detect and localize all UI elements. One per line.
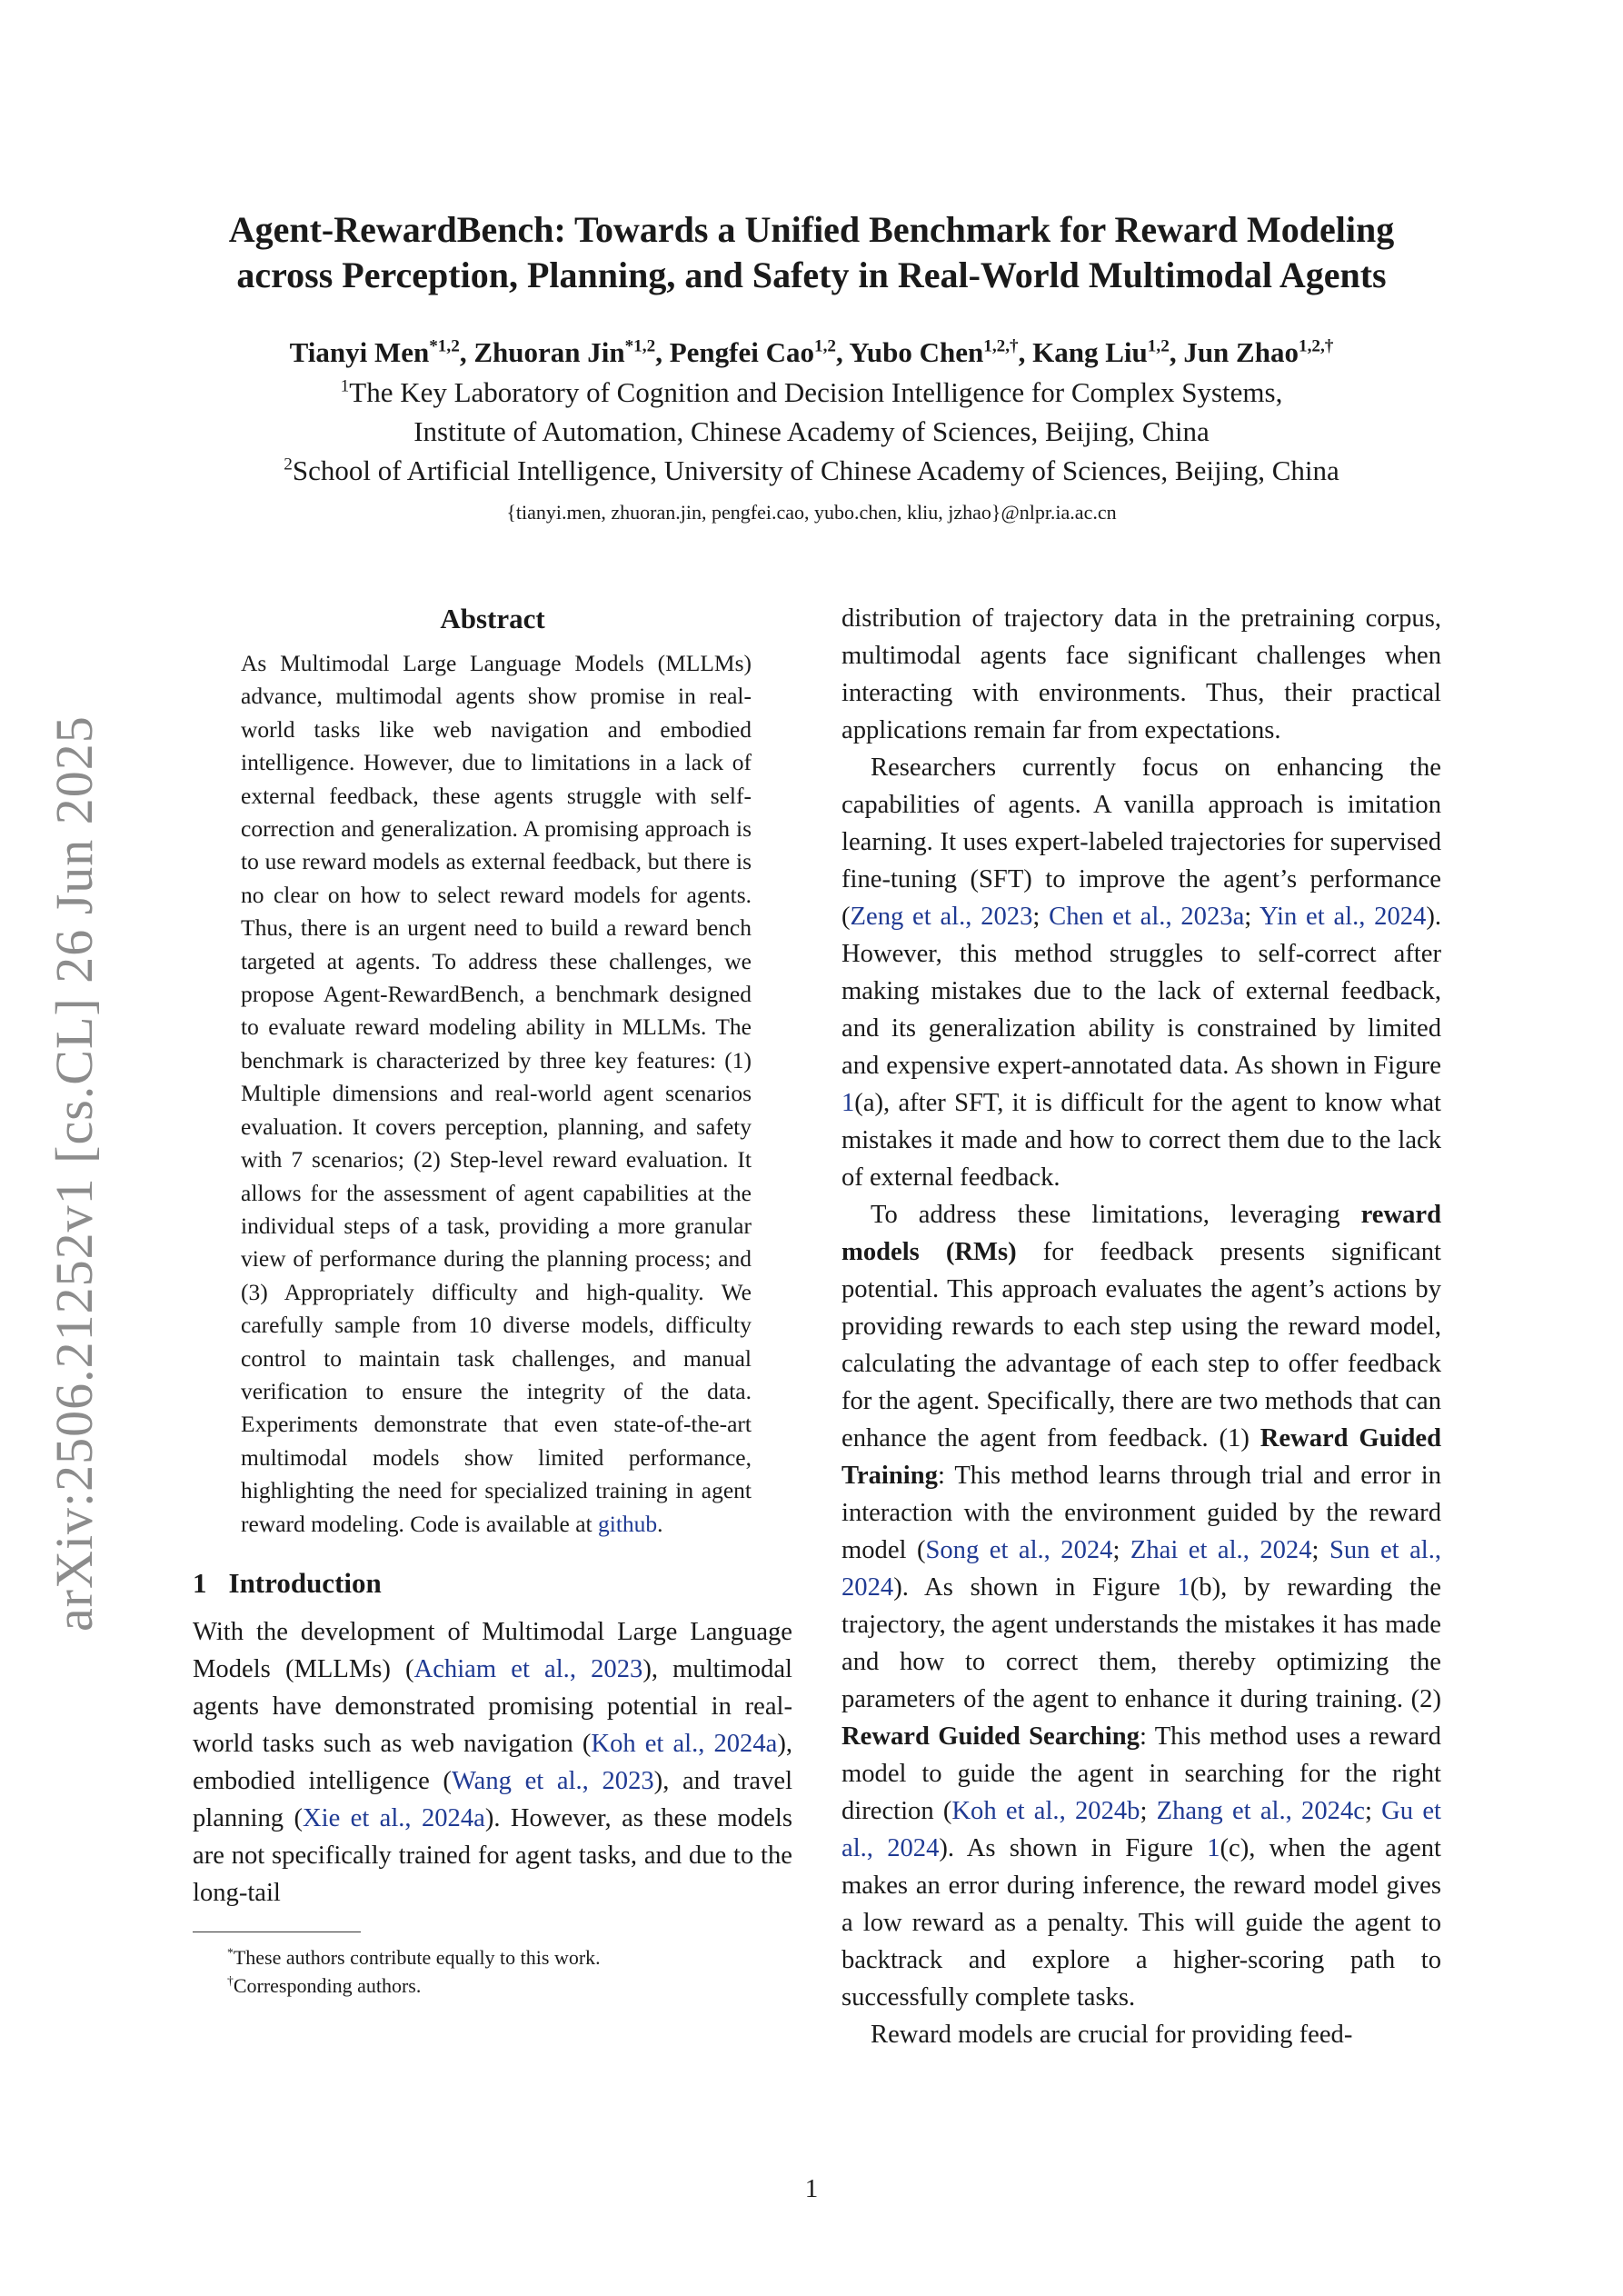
author-name: Kang Liu xyxy=(1032,336,1148,368)
right-paragraph-2 xyxy=(841,749,1441,1196)
citation-link[interactable]: 1 xyxy=(1177,1573,1190,1602)
author-affiliation-marker: *1,2 xyxy=(624,336,656,356)
footnote-text-2: Corresponding authors. xyxy=(233,1973,422,1997)
footnote-marker-2: † xyxy=(227,1973,234,1988)
affiliation-1-marker: 1 xyxy=(340,376,350,396)
title-block xyxy=(182,207,1441,524)
intro-paragraph-1 xyxy=(193,1613,792,1912)
text-run: ), multimodal agents have demonstrated promising potential in real-world tasks such as web navigation ( xyxy=(193,1654,792,1758)
bold-term: reward models (RMs) xyxy=(841,1201,1441,1266)
text-run: ). As shown in Figure xyxy=(939,1834,1208,1862)
footnote-corresponding xyxy=(193,1972,792,2000)
text-run: for feedback presents significant potential. This approach evaluates the agent’s actions by providing rewards to each step using the reward model, calculating the advantage of each step to offer feedback for the agent. Specifically, there are two methods that can enhance the agent from feedback. (1) xyxy=(841,1238,1441,1452)
text-run: ; xyxy=(1364,1797,1382,1825)
introduction-heading xyxy=(193,1564,792,1602)
footnote-equal-contribution xyxy=(193,1943,792,1972)
title-line-1: Agent-RewardBench: Towards a Unified Benchmark for Reward Modeling xyxy=(228,209,1395,250)
title-line-2: across Perception, Planning, and Safety in Real-World Multimodal Agents xyxy=(236,255,1387,295)
paper-title xyxy=(182,207,1441,298)
text-run: ), and travel planning ( xyxy=(193,1766,793,1832)
text-run: ). However, as these models are not specifically trained for agent tasks, and due to the long-tail xyxy=(193,1803,792,1907)
text-run: Researchers currently focus on enhancing the capabilities of agents. A vanilla approach is imitation learning. It uses expert-labeled trajectories for supervised fine-tuning (SFT) to improve the agent’s performance ( xyxy=(841,754,1441,931)
author-name: Jun Zhao xyxy=(1183,336,1299,368)
citation-link[interactable]: 1 xyxy=(1207,1834,1220,1862)
affiliation-2-line-1: School of Artificial Intelligence, University of Chinese Academy of Sciences, Beijing, China xyxy=(292,454,1339,486)
author-affiliation-marker: *1,2 xyxy=(429,336,460,356)
citation-link[interactable]: Koh et al., 2024b xyxy=(951,1797,1140,1825)
author-affiliation-marker: 1,2 xyxy=(813,336,836,356)
right-paragraph-1 xyxy=(841,600,1441,749)
text-run: (a), after SFT, it is difficult for the agent to know what mistakes it made and how to correct them due to the lack of external feedback. xyxy=(841,1089,1441,1192)
citation-link[interactable]: Sun et al., 2024 xyxy=(841,1536,1441,1602)
footnote-marker-1: * xyxy=(227,1945,234,1960)
section-number: 1 xyxy=(193,1566,207,1599)
citation-link[interactable]: Yin et al., 2024 xyxy=(1259,903,1427,931)
abstract-end: . xyxy=(657,1510,663,1537)
author-affiliation-marker: 1,2 xyxy=(1147,336,1170,356)
text-run: ; xyxy=(1140,1797,1157,1825)
author-affiliation-marker: 1,2,† xyxy=(1298,336,1334,356)
text-run: ). However, this method struggles to self-correct after making mistakes due to the lack of external feedback, and its generalization ability is constrained by limited and expensive expert-annotated data. As shown in Figure xyxy=(841,903,1442,1080)
author-name: Zhuoran Jin xyxy=(473,336,625,368)
citation-link[interactable]: Xie et al., 2024a xyxy=(302,1803,485,1832)
text-run: ; xyxy=(1311,1536,1329,1564)
author-emails: {tianyi.men, zhuoran.jin, pengfei.cao, yubo.chen, kliu, jzhao}@nlpr.ia.ac.cn xyxy=(506,501,1117,524)
right-paragraph-4 xyxy=(841,2016,1441,2053)
citation-link[interactable]: 1 xyxy=(841,1089,855,1117)
text-run: To address these limitations, leveraging xyxy=(871,1201,1361,1229)
right-column xyxy=(841,600,1441,2053)
right-paragraph-3 xyxy=(841,1196,1441,2016)
section-title: Introduction xyxy=(228,1566,382,1599)
author-name: Tianyi Men xyxy=(289,336,430,368)
citation-link[interactable]: Wang et al., 2023 xyxy=(451,1766,654,1795)
text-run: : This method learns through trial and error in interaction with the environment guided by the reward model ( xyxy=(841,1462,1441,1564)
text-run: : This method uses a reward model to guide the agent in searching for the right direction ( xyxy=(841,1722,1441,1825)
text-run: With the development of Multimodal Large Language Models (MLLMs) ( xyxy=(193,1617,792,1683)
author-name: Pengfei Cao xyxy=(669,336,814,368)
text-run: ). As shown in Figure xyxy=(893,1573,1178,1602)
citation-link[interactable]: Zhang et al., 2024c xyxy=(1156,1797,1365,1825)
bold-term: Reward Guided Searching xyxy=(841,1722,1140,1751)
author-name: Yubo Chen xyxy=(849,336,984,368)
affiliation-1-line-1: The Key Laboratory of Cognition and Decision Intelligence for Complex Systems, xyxy=(349,376,1283,408)
citation-link[interactable]: Gu et al., 2024 xyxy=(841,1797,1441,1862)
text-run: (b), by rewarding the trajectory, the agent understands the mistakes it has made and how to correct them, thereby optimizing the parameters of the agent to enhance it during training. (2) xyxy=(841,1573,1441,1713)
abstract-body: As Multimodal Large Language Models (MLLMs) advance, multimodal agents show promise in real-world tasks like web navigation and embodied intelligence. However, due to limitations in a lack of external feedback, these agents struggle with self-correction and generalization. A promising approach is to use reward models as external feedback, but there is no clear on how to select reward models for agents. Thus, there is an urgent need to build a reward bench targeted at agents. To address these challenges, we propose Agent-RewardBench, a benchmark designed to evaluate reward modeling ability in MLLMs. The benchmark is characterized by three key features: (1) Multiple dimensions and real-world agent scenarios evaluation. It covers perception, planning, and safety with 7 scenarios; (2) Step-level reward evaluation. It allows for the assessment of agent capabilities at the individual steps of a task, providing a more granular view of performance during the planning process; and (3) Appropriately difficulty and high-quality. We carefully sample from 10 diverse models, difficulty control to maintain task challenges, and manual verification to ensure the integrity of the data. Experiments demonstrate that even state-of-the-art multimodal models show limited performance, highlighting the need for specialized training in agent reward modeling. Code is available at xyxy=(241,650,752,1537)
left-column xyxy=(193,600,792,2000)
text-run: ; xyxy=(1244,903,1260,931)
citation-link[interactable]: Koh et al., 2024a xyxy=(591,1729,778,1758)
affiliation-2 xyxy=(182,451,1441,490)
text-run: distribution of trajectory data in the pretraining corpus, multimodal agents face significant challenges when interacting with environments. Thus, their practical applications remain far from expectations. xyxy=(841,604,1441,744)
author-list: Tianyi Men$^{*1,2}$, Zhuoran Jin$^{*1,2}$, Pengfei Cao$^{1,2}$, Yubo Chen$^{1,2,\dagger}$, Kang Liu$^{1,2}$, Jun Zhao$^{1,2,\dagger}$ xyxy=(289,336,1334,368)
text-run: (c), when the agent makes an error during inference, the reward model gives a low reward as a penalty. This will guide the agent to backtrack and explore a higher-scoring path to successfully complete tasks. xyxy=(841,1834,1441,2011)
affiliation-1-line-2: Institute of Automation, Chinese Academy of Sciences, Beijing, China xyxy=(413,415,1210,447)
citation-link[interactable]: Song et al., 2024 xyxy=(925,1536,1113,1564)
footnote-text-1: These authors contribute equally to this work. xyxy=(233,1945,601,1969)
author-affiliation-marker: 1,2,† xyxy=(983,336,1019,356)
abstract-text xyxy=(241,647,752,1541)
text-run: ; xyxy=(1112,1536,1130,1564)
page-number: 1 xyxy=(804,2174,819,2203)
affiliation-1 xyxy=(182,373,1441,412)
text-run: Reward models are crucial for providing feed- xyxy=(871,2021,1353,2049)
bold-term: Reward Guided Training xyxy=(841,1424,1441,1490)
abstract-heading: Abstract xyxy=(440,603,545,634)
citation-link[interactable]: Achiam et al., 2023 xyxy=(413,1654,643,1683)
citation-link[interactable]: Zeng et al., 2023 xyxy=(850,903,1033,931)
arxiv-identifier: arXiv:2506.21252v1 [cs.CL] 26 Jun 2025 xyxy=(45,715,104,1632)
affiliation-2-marker: 2 xyxy=(284,454,293,474)
text-run: ), embodied intelligence ( xyxy=(193,1729,792,1795)
citation-link[interactable]: Chen et al., 2023a xyxy=(1049,903,1245,931)
citation-link[interactable]: Zhai et al., 2024 xyxy=(1130,1536,1312,1564)
github-link[interactable]: github xyxy=(598,1510,658,1537)
text-run: ; xyxy=(1032,903,1050,931)
